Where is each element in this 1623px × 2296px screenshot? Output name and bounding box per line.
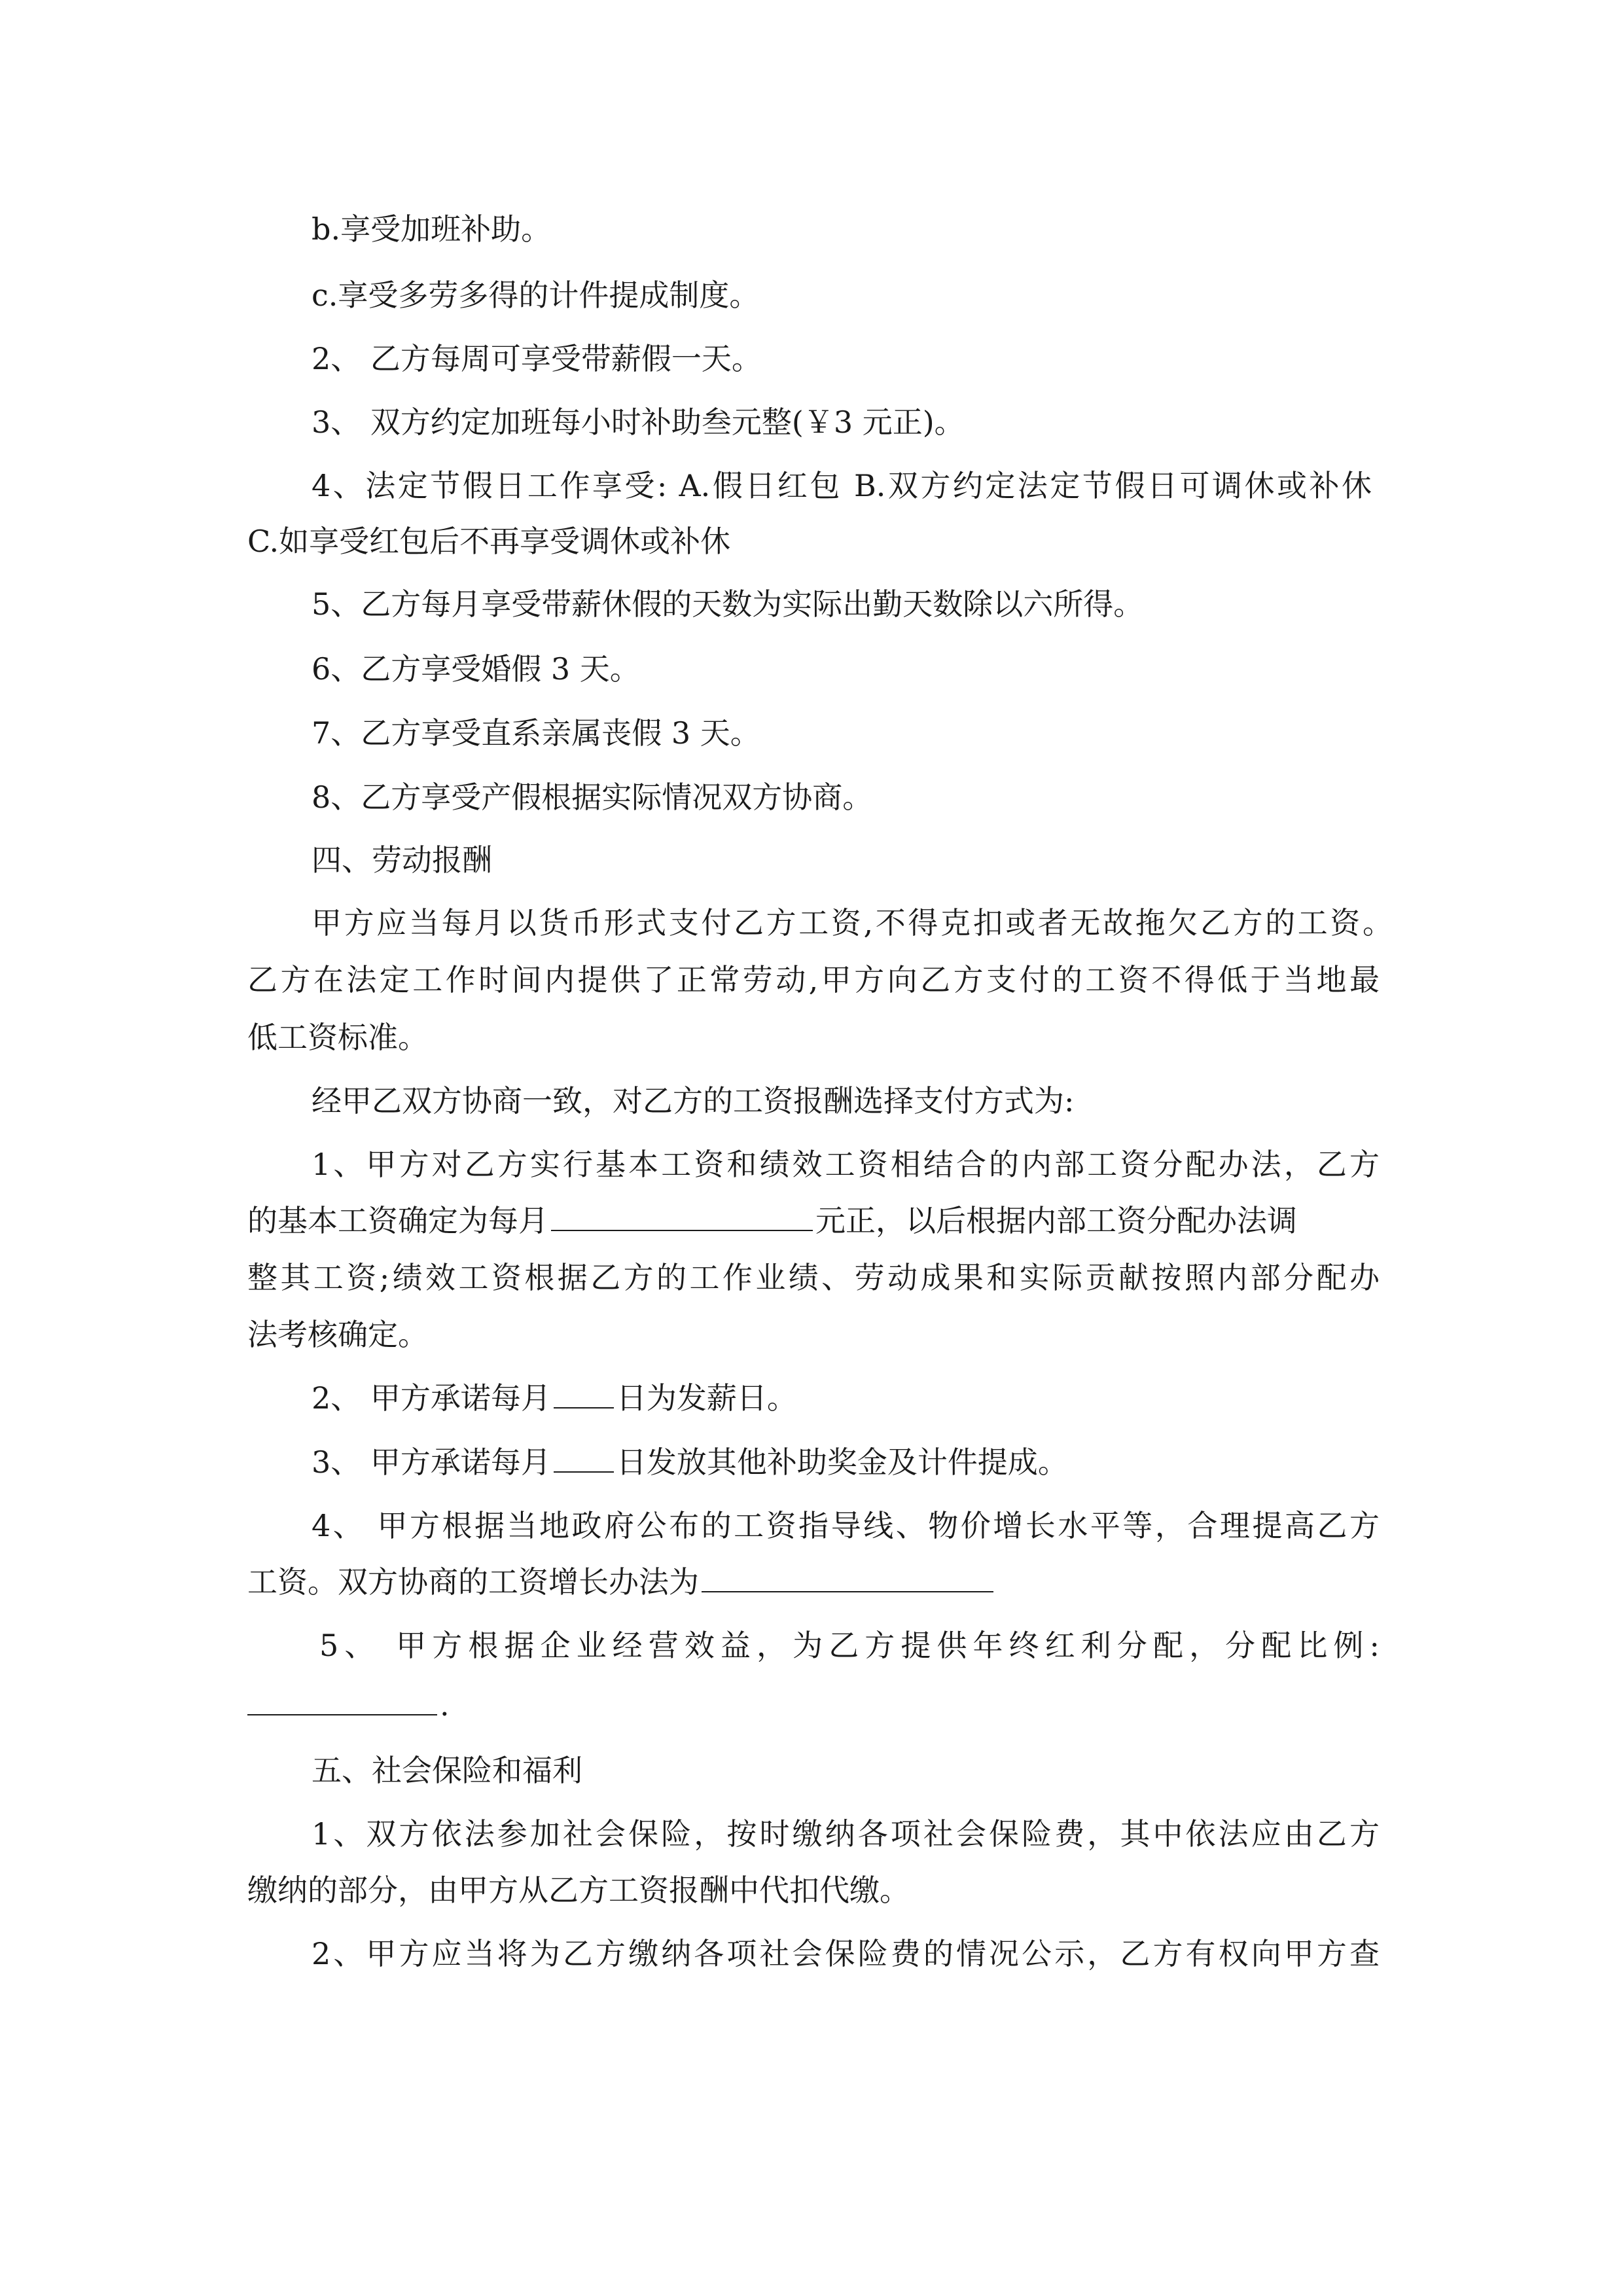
- welfare-item-c: c.享受多劳多得的计件提成制度。: [312, 278, 760, 313]
- bonus-ratio-blank[interactable]: [247, 1684, 437, 1715]
- clause-8: 8、乙方享受产假根据实际情况双方协商。: [312, 780, 873, 815]
- base-salary-blank[interactable]: [551, 1200, 813, 1231]
- insurance-item-1-line-2: 缴纳的部分，由甲方从乙方工资报酬中代扣代缴。: [247, 1873, 910, 1908]
- pay-item-4-text-before-blank: 工资。双方协商的工资增长办法为: [247, 1564, 699, 1600]
- section-heading-social-insurance: 五、社会保险和福利: [312, 1753, 582, 1788]
- pay-paragraph-line-2: 乙方在法定工作时间内提供了正常劳动,甲方向乙方支付的工资不得低于当地最: [247, 962, 1380, 997]
- clause-6: 6、乙方享受婚假 3 天。: [312, 651, 640, 687]
- welfare-item-b: b.享受加班补助。: [312, 211, 552, 247]
- pay-paragraph-line-1: 甲方应当每月以货币形式支付乙方工资,不得克扣或者无故拖欠乙方的工资。: [312, 905, 1393, 941]
- wage-growth-method-blank[interactable]: [702, 1561, 993, 1592]
- clause-5: 5、乙方每月享受带薪休假的天数为实际出勤天数除以六所得。: [312, 586, 1144, 622]
- pay-item-1-line-1: 1、甲方对乙方实行基本工资和绩效工资相结合的内部工资分配办法，乙方: [312, 1147, 1380, 1182]
- pay-item-1-line-4: 法考核确定。: [247, 1317, 428, 1352]
- insurance-item-1-line-1: 1、双方依法参加社会保险，按时缴纳各项社会保险费，其中依法应由乙方: [312, 1816, 1380, 1852]
- insurance-item-2-line-1: 2、甲方应当将为乙方缴纳各项社会保险费的情况公示，乙方有权向甲方查: [312, 1936, 1380, 1971]
- clause-3: 3、 双方约定加班每小时补助叁元整(￥3 元正)。: [312, 404, 965, 440]
- clause-7: 7、乙方享受直系亲属丧假 3 天。: [312, 715, 760, 751]
- pay-item-1-text-before-blank: 的基本工资确定为每月: [247, 1203, 548, 1238]
- pay-item-1-line-2: [0, 1191, 1623, 1250]
- pay-item-4-line-2: [0, 1552, 1623, 1611]
- pay-item-1-text-after-blank: 元正，以后根据内部工资分配办法调: [815, 1203, 1297, 1238]
- clause-4-line-2: C.如享受红包后不再享受调休或补休: [247, 524, 731, 559]
- pay-item-5-line-2: [0, 1676, 1623, 1734]
- pay-item-3-text-before-blank: 3、 甲方承诺每月: [312, 1444, 551, 1480]
- pay-item-5-text-after-blank: .: [440, 1687, 450, 1723]
- pay-item-2-text-before-blank: 2、 甲方承诺每月: [312, 1380, 551, 1416]
- pay-method-intro: 经甲乙双方协商一致，对乙方的工资报酬选择支付方式为:: [312, 1083, 1075, 1119]
- pay-item-1-line-3: 整其工资;绩效工资根据乙方的工作业绩、劳动成果和实际贡献按照内部分配办: [247, 1260, 1380, 1295]
- payday-blank[interactable]: [554, 1377, 614, 1408]
- clause-2: 2、 乙方每周可享受带薪假一天。: [312, 341, 762, 376]
- pay-item-5-line-1: 5、 甲方根据企业经营效益，为乙方提供年终红利分配，分配比例:: [319, 1628, 1380, 1663]
- pay-item-2: [0, 1369, 1623, 1427]
- bonus-day-blank[interactable]: [554, 1441, 614, 1473]
- pay-item-2-text-after-blank: 日为发薪日。: [616, 1380, 797, 1416]
- clause-4-line-1: 4、法定节假日工作享受: A.假日红包 B.双方约定法定节假日可调休或补休: [312, 468, 1372, 503]
- section-heading-remuneration: 四、劳动报酬: [312, 842, 492, 878]
- pay-item-4-line-1: 4、 甲方根据当地政府公布的工资指导线、物价增长水平等，合理提高乙方: [312, 1508, 1380, 1543]
- pay-paragraph-line-3: 低工资标准。: [247, 1020, 428, 1055]
- pay-item-3-text-after-blank: 日发放其他补助奖金及计件提成。: [616, 1444, 1068, 1480]
- pay-item-3: [0, 1433, 1623, 1492]
